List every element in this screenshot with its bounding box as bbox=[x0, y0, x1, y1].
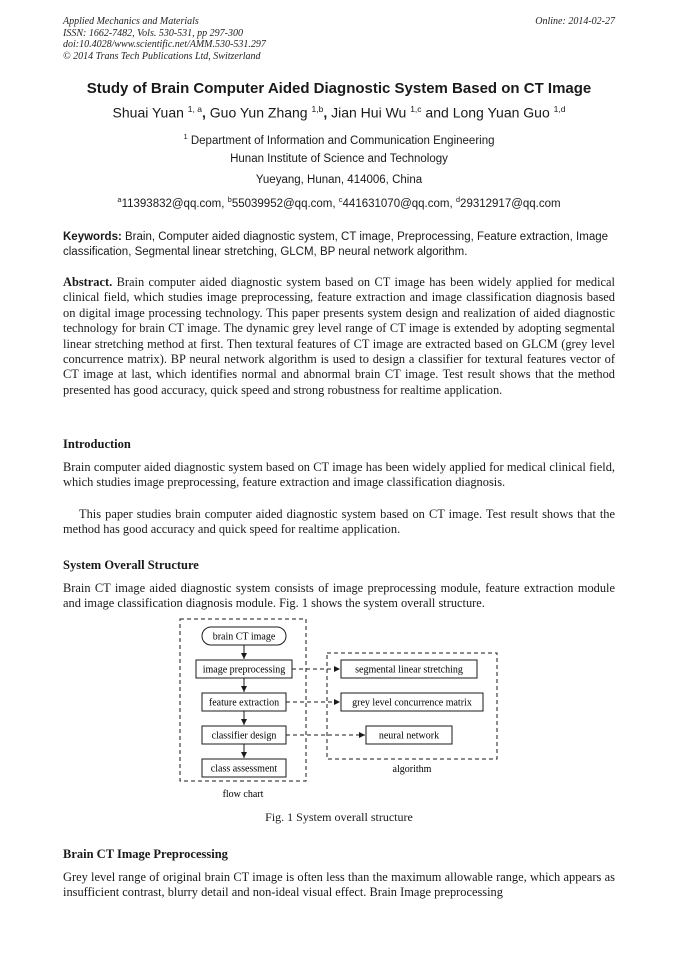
section-heading-preprocessing: Brain CT Image Preprocessing bbox=[63, 847, 228, 861]
dept-name: Department of Information and Communication Engineering bbox=[190, 134, 495, 147]
system-structure-figure bbox=[170, 615, 510, 805]
author-sup: 1,c bbox=[410, 104, 422, 114]
online-date: Online: 2014-02-27 bbox=[535, 16, 615, 27]
author-name: Jian Hui Wu bbox=[331, 104, 407, 121]
email-sup: b bbox=[227, 195, 232, 204]
paper-title: Study of Brain Computer Aided Diagnostic System Based on CT Image bbox=[86, 80, 592, 97]
algo-label: segmental linear stretching bbox=[355, 664, 463, 676]
author-sep: , bbox=[201, 104, 210, 121]
affiliation-dept bbox=[40, 132, 638, 147]
copyright: © 2014 Trans Tech Publications Ltd, Switzerland bbox=[63, 50, 261, 62]
flow-label: classifier design bbox=[211, 730, 277, 742]
affiliation-city: Yueyang, Hunan, 414006, China bbox=[255, 174, 423, 186]
figure-caption: Fig. 1 System overall structure bbox=[265, 810, 413, 824]
author-sep: , bbox=[323, 104, 332, 121]
structure-paragraph-1: Brain CT image aided diagnostic system consists of image preprocessing module, feature extraction module and image classification diagnosis module. Fig. 1 shows the system overall structure. bbox=[63, 581, 615, 611]
email-sup: d bbox=[455, 195, 461, 204]
issn: ISSN: 1662-7482, Vols. 530-531, pp 297-300 bbox=[63, 27, 243, 39]
email: 29312917@qq.com bbox=[460, 197, 561, 210]
section-heading-introduction: Introduction bbox=[63, 437, 131, 451]
author-sup: 1, a bbox=[187, 104, 202, 114]
doi: doi:10.4028/www.scientific.net/AMM.530-531.297 bbox=[63, 39, 266, 50]
author-sup: 1,b bbox=[311, 104, 324, 114]
flow-label: image preprocessing bbox=[202, 664, 286, 676]
email-sup: c bbox=[338, 195, 343, 204]
affiliation-inst: Hunan Institute of Science and Technology bbox=[230, 153, 448, 165]
intro-paragraph-2: This paper studies brain computer aided diagnostic system based on CT image. Test result shows that the method has good accuracy and quick speed for realtime application. bbox=[63, 507, 615, 537]
author-name: Guo Yun Zhang bbox=[209, 104, 308, 121]
abstract bbox=[63, 275, 615, 398]
keywords bbox=[63, 230, 615, 259]
author-sup: 1,d bbox=[553, 104, 566, 114]
algorithm-caption: algorithm bbox=[392, 764, 432, 775]
abstract-label: Abstract. bbox=[63, 275, 113, 289]
affiliation-sup: 1 bbox=[183, 132, 188, 141]
author-list bbox=[40, 104, 638, 121]
abstract-text: Brain computer aided diagnostic system based on CT image has been widely applied for medical clinical field, which studies image preprocessing, feature extraction and image classification diagnosis based on digital image processing technology. This paper presents system design and realization of aided diagnostic technology for brain CT image. The dynamic grey level range of CT image is extended by adopting segmental linear stretching method at first. Then textural features of CT image are extracted based on GLCM (grey level concurrence matrix). BP neural network algorithm is used to design a classifier for textural features vector of CT image at last, which identifies normal and abnormal brain CT image. Test result shows that the method presented has good accuracy, quick speed and strong robustness for realtime application. bbox=[63, 275, 615, 397]
email: 11393832@qq.com bbox=[121, 197, 222, 210]
email-list: $^a$11393832@qq.com, $^b$55039952@qq.com, $^c$441631070@qq.com, $^d$29312917@qq.com bbox=[117, 195, 561, 210]
flow-label: class assessment bbox=[210, 763, 278, 775]
start-node-label: brain CT image bbox=[212, 631, 276, 643]
keywords-text: Brain, Computer aided diagnostic system, CT image, Preprocessing, Feature extraction, Image classification, Segmental linear stretching, GLCM, BP neural network algorithm. bbox=[63, 231, 609, 258]
intro-paragraph-1: Brain computer aided diagnostic system based on CT image has been widely applied for medical clinical field, which studies image preprocessing, feature extraction and image classification diagnosis. bbox=[63, 460, 615, 490]
preprocessing-paragraph-1: Grey level range of original brain CT image is often less than the maximum allowable range, which appears as insufficient contrast, blurry detail and non-ideal visual effect. Brain Image preprocessing bbox=[63, 870, 615, 900]
section-heading-structure: System Overall Structure bbox=[63, 558, 199, 572]
author-name: Long Yuan Guo bbox=[452, 104, 550, 121]
flow-label: feature extraction bbox=[208, 697, 280, 709]
email: 441631070@qq.com bbox=[342, 197, 450, 210]
algo-label: neural network bbox=[378, 730, 440, 742]
journal-meta bbox=[63, 16, 615, 62]
author-name: Shuai Yuan bbox=[112, 104, 184, 121]
author-sep: and bbox=[421, 104, 453, 121]
keywords-label: Keywords: bbox=[63, 231, 122, 243]
email: 55039952@qq.com bbox=[231, 197, 333, 210]
email-sup: a bbox=[117, 195, 122, 204]
algo-label: grey level concurrence matrix bbox=[352, 697, 472, 709]
journal-name: Applied Mechanics and Materials bbox=[63, 16, 199, 27]
flow-chart-caption: flow chart bbox=[222, 789, 264, 800]
